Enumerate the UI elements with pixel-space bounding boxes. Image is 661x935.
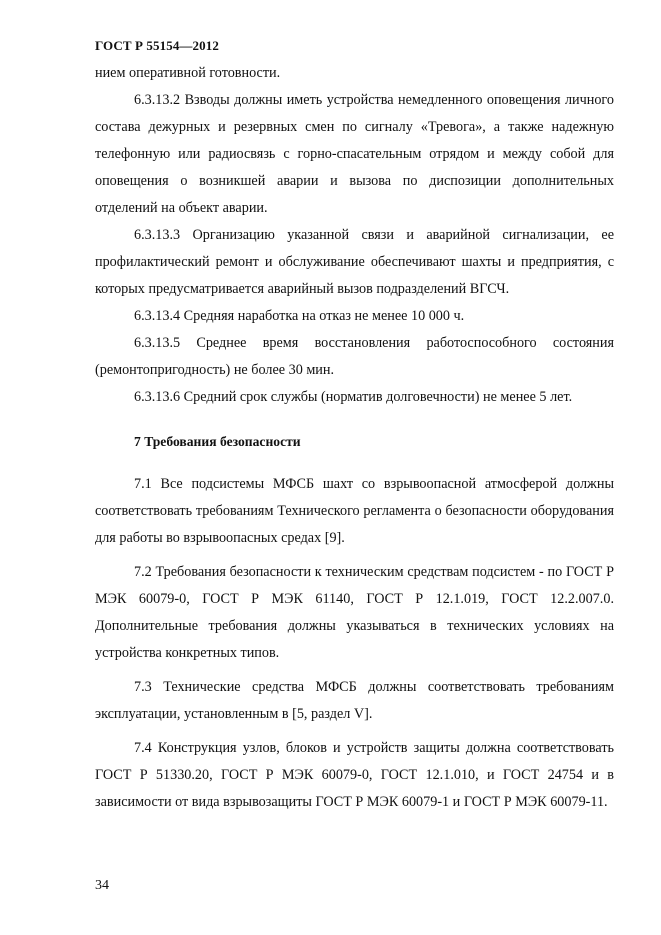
document-code-header: ГОСТ Р 55154—2012 (95, 38, 219, 53)
paragraph-6-3-13-4: 6.3.13.4 Средняя наработка на отказ не менее 10 000 ч. (134, 308, 465, 324)
document-body (95, 60, 614, 816)
paragraph-7-1: 7.1 Все подсистемы МФСБ шахт со взрывоопасной атмосферой должны соответствовать требованиям Технического регламента о безопасности оборудования для работы во взрывоопасных средах [9]. (95, 476, 614, 546)
paragraph-continuation: нием оперативной готовности. (95, 65, 281, 81)
paragraph-6-3-13-3: 6.3.13.3 Организацию указанной связи и аварийной сигнализации, ее профилактический ремонт и обслуживание обеспечивают шахты и предприятия, с которых предусматривается аварийный вызов подразделений ВГСЧ. (95, 227, 614, 297)
paragraph-7-3: 7.3 Технические средства МФСБ должны соответствовать требованиям эксплуатации, установленным в [5, раздел V]. (95, 679, 614, 722)
paragraph-7-4: 7.4 Конструкция узлов, блоков и устройств защиты должна соответствовать ГОСТ Р 51330.20, ГОСТ Р МЭК 60079-0, ГОСТ 12.1.010, и ГОСТ 24754 и в зависимости от вида взрывозащиты ГОСТ Р МЭК 60079-1 и ГОСТ Р МЭК 60079-11. (95, 740, 614, 810)
paragraph-6-3-13-6: 6.3.13.6 Средний срок службы (норматив долговечности) не менее 5 лет. (134, 389, 573, 405)
page-number: 34 (95, 878, 109, 893)
section-title-safety-requirements: 7 Требования безопасности (134, 434, 301, 449)
paragraph-6-3-13-2: 6.3.13.2 Взводы должны иметь устройства немедленного оповещения личного состава дежурных и резервных смен по сигналу «Тревога», а также надежную телефонную или радиосвязь с горно-спасательным отрядом и между собой для оповещения о возникшей аварии и вызова по диспозиции дополнительных отделений на объект аварии. (95, 92, 614, 216)
paragraph-7-2: 7.2 Требования безопасности к техническим средствам подсистем - по ГОСТ Р МЭК 60079-0, ГОСТ Р МЭК 61140, ГОСТ Р 12.1.019, ГОСТ 12.2.007.0. Дополнительные требования должны указываться в технических условиях на устройства конкретных типов. (95, 564, 614, 661)
paragraph-6-3-13-5: 6.3.13.5 Среднее время восстановления работоспособного состояния (ремонтопригодность) не более 30 мин. (95, 335, 614, 378)
